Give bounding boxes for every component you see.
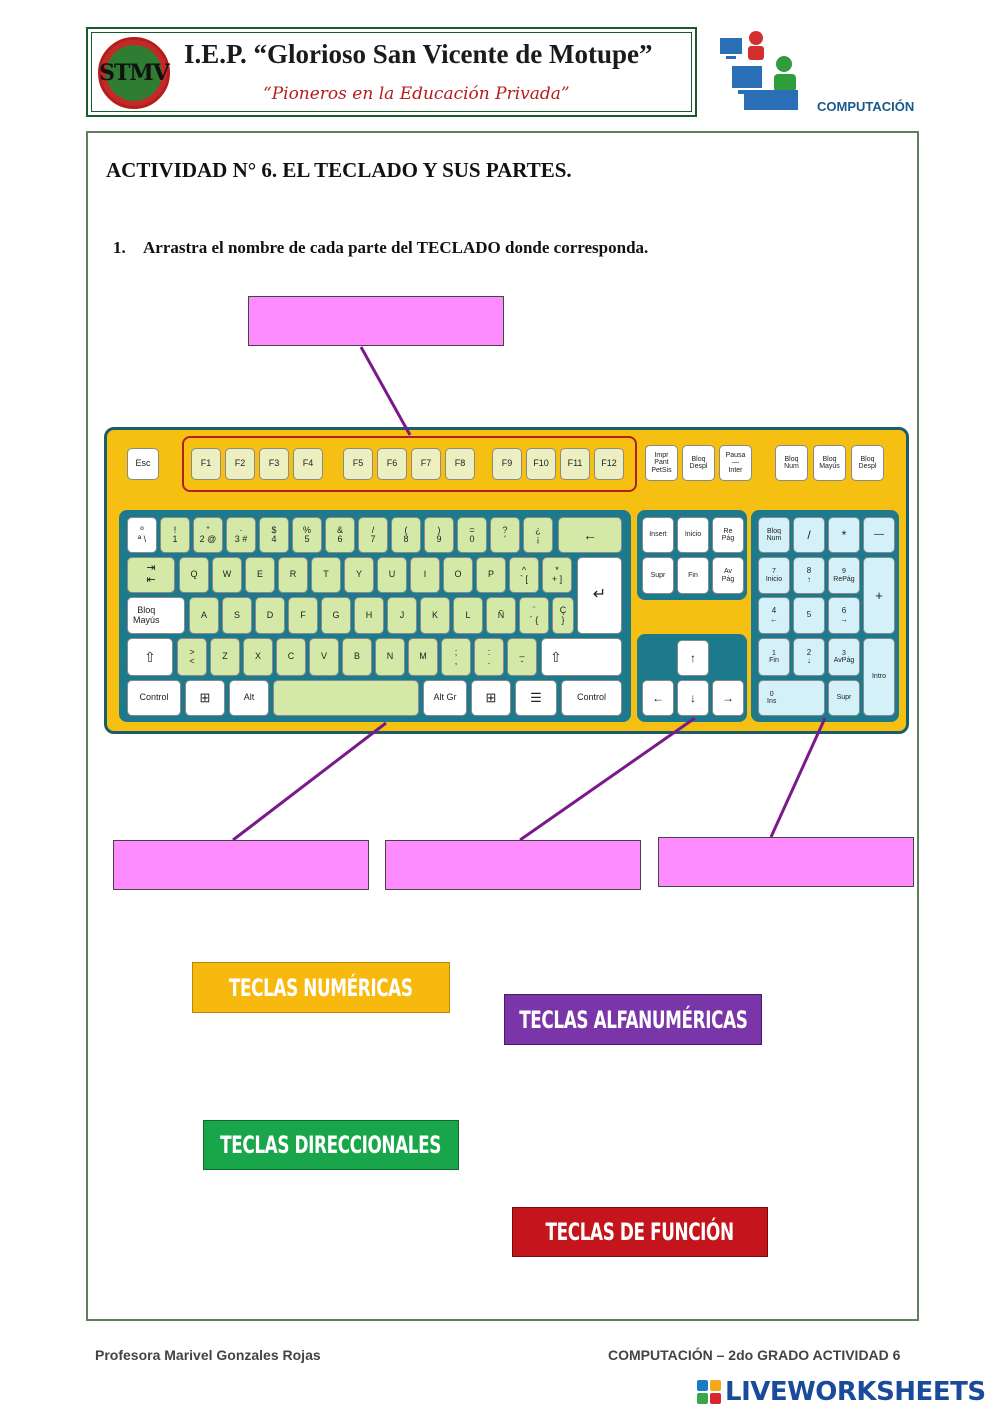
key-caps-lock: Bloq Mayús (127, 597, 185, 634)
tag-teclas-de-funcion[interactable] (512, 1207, 768, 1257)
key-a: A (189, 597, 219, 634)
key-d: D (255, 597, 285, 634)
key-i: I (410, 557, 440, 593)
key-shift-left: ⇧ (127, 638, 173, 676)
key-pause: Pausa — Inter (719, 445, 752, 481)
numpad-1: 1 Fin (758, 638, 790, 676)
key-b: B (342, 638, 372, 676)
key-2: " 2 @ (193, 517, 223, 553)
tag-teclas-alfanumericas[interactable] (504, 994, 762, 1045)
footer-teacher: Profesora Marivel Gonzales Rojas (95, 1347, 321, 1363)
key-end: Fin (677, 557, 709, 594)
numpad-4: 4 ← (758, 597, 790, 634)
tag-label: TECLAS NUMÉRICAS (229, 973, 413, 1002)
key-minus: _ - (507, 638, 537, 676)
key-4: $ 4 (259, 517, 289, 553)
key-f12: F12 (594, 448, 624, 480)
key-j: J (387, 597, 417, 634)
key-apostrophe: ? ' (490, 517, 520, 553)
key-f8: F8 (445, 448, 475, 480)
key-l: L (453, 597, 483, 634)
key-comma: ; , (441, 638, 471, 676)
key-f11: F11 (560, 448, 590, 480)
key-arrow-left: ← (642, 680, 674, 716)
key-7: / 7 (358, 517, 388, 553)
key-control-left: Control (127, 680, 181, 716)
key-v: V (309, 638, 339, 676)
key-c: C (276, 638, 306, 676)
key-home: Inicio (677, 517, 709, 553)
key-f2: F2 (225, 448, 255, 480)
tag-teclas-direccionales[interactable] (203, 1120, 459, 1170)
key-f9: F9 (492, 448, 522, 480)
numpad-divide: / (793, 517, 825, 553)
tag-label: TECLAS ALFANUMÉRICAS (518, 1005, 748, 1034)
key-p: P (476, 557, 506, 593)
key-alt: Alt (229, 680, 269, 716)
key-plus: * + ] (542, 557, 572, 593)
windows-key-right-icon: ⊞ (471, 680, 511, 716)
key-f: F (288, 597, 318, 634)
key-grave: º ª \ (127, 517, 157, 553)
numpad-9: 9 RePág (828, 557, 860, 594)
key-x: X (243, 638, 273, 676)
key-z: Z (210, 638, 240, 676)
key-arrow-right: → (712, 680, 744, 716)
light-caps-lock: Bloq Mayús (813, 445, 846, 481)
key-c-cedilla: Ç } (552, 597, 574, 634)
key-0: = 0 (457, 517, 487, 553)
key-inverted-exclamation: ¿ ¡ (523, 517, 553, 553)
liveworksheets-brand (697, 1376, 986, 1408)
leader-line-bottom-left (233, 723, 386, 840)
instruction-number: 1. (113, 238, 126, 257)
school-name: I.E.P. “Glorioso San Vicente de Motupe” (184, 39, 653, 69)
footer-course: COMPUTACIÓN – 2do GRADO ACTIVIDAD 6 (608, 1347, 901, 1363)
seal-monogram: STMV (99, 60, 169, 86)
key-acute: ¨ ´ { (519, 597, 549, 634)
numpad-8: 8 ↑ (793, 557, 825, 594)
key-r: R (278, 557, 308, 593)
key-n-tilde: Ñ (486, 597, 516, 634)
tag-label: TECLAS DIRECCIONALES (220, 1131, 442, 1159)
key-esc: Esc (127, 448, 159, 480)
key-o: O (443, 557, 473, 593)
key-delete: Supr (642, 557, 674, 594)
numpad-plus: + (863, 557, 895, 634)
numpad-multiply: * (828, 517, 860, 553)
numpad-enter: Intro (863, 638, 895, 716)
key-insert: Insert (642, 517, 674, 553)
key-f10: F10 (526, 448, 556, 480)
key-page-up: Re Pág (712, 517, 744, 553)
key-m: M (408, 638, 438, 676)
numpad-3: 3 AvPág (828, 638, 860, 676)
key-page-down: Av Pág (712, 557, 744, 594)
key-e: E (245, 557, 275, 593)
numpad-2: 2 ↓ (793, 638, 825, 676)
key-alt-gr: Alt Gr (423, 680, 467, 716)
key-s: S (222, 597, 252, 634)
key-print-screen: Impr Pant PetSis (645, 445, 678, 481)
tag-teclas-numericas[interactable] (192, 962, 450, 1013)
key-h: H (354, 597, 384, 634)
menu-key-icon: ☰ (515, 680, 557, 716)
school-motto: “Pioneros en la Educación Privada” (263, 84, 570, 104)
key-q: Q (179, 557, 209, 593)
tag-label: TECLAS DE FUNCIÓN (545, 1218, 735, 1246)
activity-title: ACTIVIDAD N° 6. EL TECLADO Y SUS PARTES. (106, 158, 572, 182)
numpad-decimal: Supr (828, 680, 860, 716)
subject-label: COMPUTACIÓN (817, 99, 915, 114)
key-y: Y (344, 557, 374, 593)
key-w: W (212, 557, 242, 593)
instruction-text: Arrastra el nombre de cada parte del TECLADO donde corresponda. (143, 238, 649, 257)
numpad-6: 6 → (828, 597, 860, 634)
key-backspace: ← (558, 517, 622, 553)
key-6: & 6 (325, 517, 355, 553)
liveworksheets-logo-icon (697, 1380, 721, 1404)
numpad-num-lock: Bloq Num (758, 517, 790, 553)
numpad-7: 7 Inicio (758, 557, 790, 594)
key-period: : . (474, 638, 504, 676)
leader-line-top (361, 347, 410, 435)
key-f6: F6 (377, 448, 407, 480)
numpad-5: 5 (793, 597, 825, 634)
light-num-lock: Bloq Num (775, 445, 808, 481)
windows-key-left-icon: ⊞ (185, 680, 225, 716)
key-5: % 5 (292, 517, 322, 553)
key-f5: F5 (343, 448, 373, 480)
key-f1: F1 (191, 448, 221, 480)
key-scroll-lock: Bloq Despl (682, 445, 715, 481)
key-tab: ⇥ ⇤ (127, 557, 175, 593)
key-enter: ↵ (577, 557, 622, 634)
key-arrow-down: ↓ (677, 680, 709, 716)
key-f7: F7 (411, 448, 441, 480)
liveworksheets-wordmark: LIVEWORKSHEETS (725, 1377, 986, 1407)
numpad-minus: — (863, 517, 895, 553)
key-less-than: > < (177, 638, 207, 676)
key-t: T (311, 557, 341, 593)
light-scroll-lock: Bloq Despl (851, 445, 884, 481)
key-f3: F3 (259, 448, 289, 480)
key-control-right: Control (561, 680, 622, 716)
key-3: · 3 # (226, 517, 256, 553)
leader-line-bottom-center (520, 718, 695, 840)
key-n: N (375, 638, 405, 676)
key-9: ) 9 (424, 517, 454, 553)
numpad-0: 0 Ins (758, 680, 825, 716)
key-k: K (420, 597, 450, 634)
key-shift-right: ⇧ (541, 638, 622, 676)
key-g: G (321, 597, 351, 634)
key-caret: ^ ` [ (509, 557, 539, 593)
leader-line-bottom-right (771, 718, 825, 837)
key-f4: F4 (293, 448, 323, 480)
key-8: ( 8 (391, 517, 421, 553)
key-u: U (377, 557, 407, 593)
key-arrow-up: ↑ (677, 640, 709, 676)
key-1: ! 1 (160, 517, 190, 553)
